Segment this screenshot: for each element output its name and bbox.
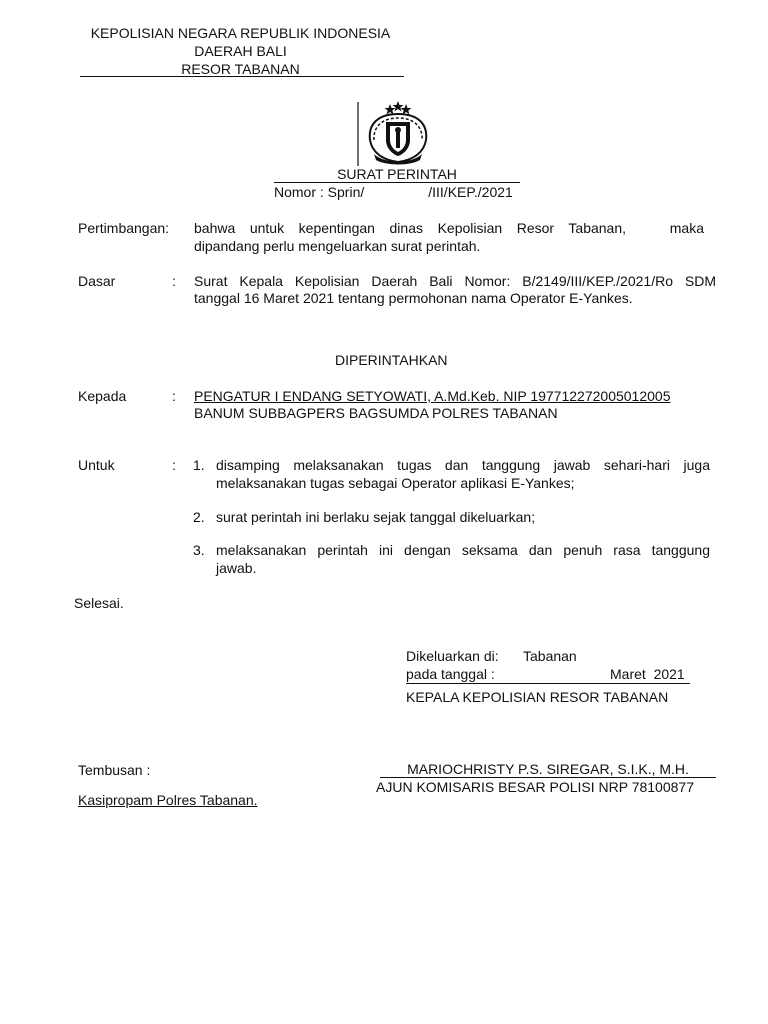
untuk-label: Untuk: [78, 457, 115, 473]
police-emblem-icon: [356, 100, 438, 168]
dasar-line-1: Surat Kepala Kepolisian Daerah Bali Nomor: B/2149/III/KEP./2021/Ro SDM: [194, 273, 716, 289]
pertimbangan-line-2: dipandang perlu mengeluarkan surat perintah.: [194, 238, 481, 254]
letterhead: [78, 24, 403, 78]
signatory-name: MARIOCHRISTY P.S. SIREGAR, S.I.K., M.H.: [380, 761, 716, 778]
pertimbangan-label: Pertimbangan:: [78, 220, 170, 236]
nomor-suffix: /III/KEP./2021: [428, 184, 513, 200]
untuk-item-2-line-1: surat perintah ini berlaku sejak tanggal dikeluarkan;: [216, 509, 536, 525]
diperintahkan-heading: DIPERINTAHKAN: [335, 352, 448, 368]
signatory-rank: AJUN KOMISARIS BESAR POLISI NRP 78100877: [376, 779, 694, 795]
issued-date-label: pada tanggal :: [406, 666, 495, 682]
letterhead-underline: [80, 76, 404, 77]
untuk-item-1-number: 1.: [193, 457, 205, 473]
closing-text: Selesai.: [74, 595, 124, 611]
nomor-label: Nomor : Sprin/: [274, 184, 365, 200]
untuk-item-3-line-1: melaksanakan perintah ini dengan seksama dan penuh rasa tanggung: [216, 542, 710, 558]
untuk-item-1-line-2: melaksanakan tugas sebagai Operator aplikasi E-Yankes;: [216, 475, 575, 491]
kepada-colon: :: [172, 388, 176, 404]
kepada-position: BANUM SUBBAGPERS BAGSUMDA POLRES TABANAN: [194, 405, 558, 421]
kepada-name: PENGATUR I ENDANG SETYOWATI, A.Md.Keb. NIP 197712272005012005: [194, 388, 671, 404]
dasar-line-2: tanggal 16 Maret 2021 tentang permohonan nama Operator E-Yankes.: [194, 290, 633, 306]
issued-rule: [406, 683, 690, 684]
untuk-item-1-line-1: disamping melaksanakan tugas dan tanggung jawab sehari-hari juga: [216, 457, 710, 473]
issuer-position: KEPALA KEPOLISIAN RESOR TABANAN: [406, 689, 669, 705]
untuk-item-2-number: 2.: [193, 509, 205, 525]
tembusan-label: Tembusan :: [78, 762, 151, 778]
untuk-item-3-line-2: jawab.: [216, 560, 257, 576]
issued-date-value: Maret 2021: [610, 666, 685, 682]
dasar-label: Dasar: [78, 273, 116, 289]
kepada-label: Kepada: [78, 388, 127, 404]
tembusan-recipient: Kasipropam Polres Tabanan.: [78, 792, 258, 808]
document-number: [274, 183, 524, 201]
pertimbangan-line-1: bahwa untuk kepentingan dinas Kepolisian Resor Tabanan, maka: [194, 220, 704, 236]
letterhead-line-2: DAERAH BALI: [194, 43, 287, 59]
untuk-colon: :: [172, 457, 176, 473]
untuk-item-3-number: 3.: [193, 542, 205, 558]
issued-at-value: Tabanan: [523, 648, 577, 664]
document-title: SURAT PERINTAH: [337, 166, 457, 182]
dasar-colon: :: [172, 273, 176, 289]
issued-at-label: Dikeluarkan di:: [406, 648, 499, 664]
letterhead-line-1: KEPOLISIAN NEGARA REPUBLIK INDONESIA: [90, 25, 391, 41]
letterhead-line-3: RESOR TABANAN: [181, 61, 300, 77]
